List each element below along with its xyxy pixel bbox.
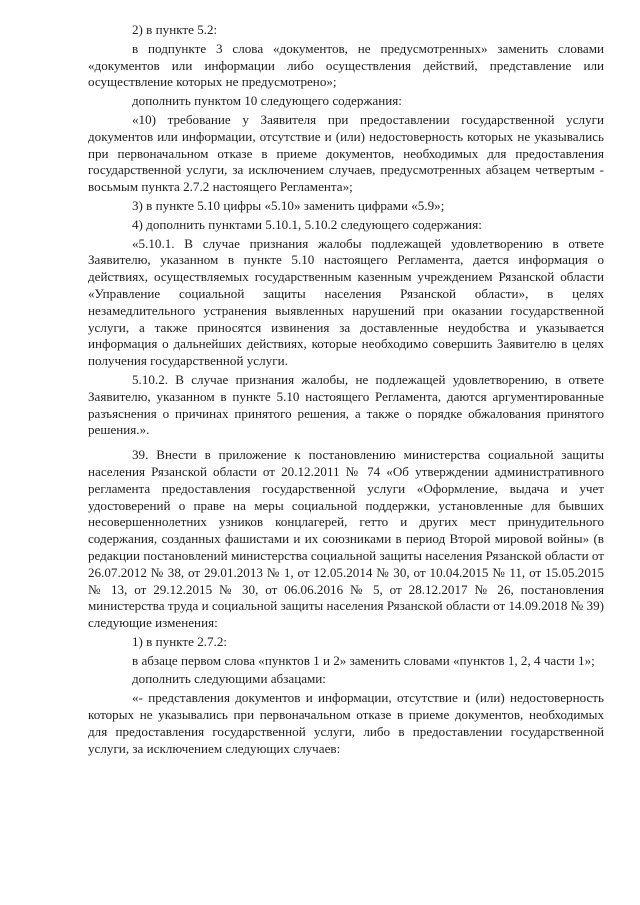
paragraph-5-10-1: «5.10.1. В случае признания жалобы подлежащей удовлетворению в ответе Заявителю, указанном в пункте 5.10 настоящего Регламента, дается информация о действиях, осуществляемых государственным казенным учреждением Рязанской области «Управление социальной защиты населения Рязанской области», в целях незамедлительного устранения выявленных нарушений при оказании государственной услуги, а также приносятся извинения за доставленные неудобства и указывается информация о дальнейших действиях, которые необходимо совершить Заявителю в целях получения государственной услуги. [88,235,604,369]
paragraph-section-39: 39. Внести в приложение к постановлению министерства социальной защиты населения Рязанской области от 20.12.2011 № 74 «Об утверждении административного регламента предоставления государственной услуги «Оформление, выдача и учет удостоверений о праве на меры социальной поддержки, установленные для бывших несовершеннолетних узников концлагерей, гетто и других мест принудительного содержания, созданных фашистами и их союзниками в период Второй мировой войны» (в редакции постановлений министерства социальной защиты населения Рязанской области от 26.07.2012 № 38, от 29.01.2013 № 1, от 12.05.2014 № 30, от 10.04.2015 № 11, от 15.05.2015 № 13, от 29.12.2015 № 30, от 06.06.2016 № 5, от 28.12.2017 № 26, постановления министерства труда и социальной защиты населения Рязанской области от 14.09.2018 № 39) следующие изменения: [88,447,604,631]
paragraph-documents-info: «- представления документов и информации, отсутствие и (или) недостоверность которых не указывались при первоначальном отказе в приеме документов, необходимых для предоставления государственной услуги, либо в предоставлении государственной услуги, за исключением следующих случаев: [88,690,604,756]
paragraph-5-10-2: 5.10.2. В случае признания жалобы, не подлежащей удовлетворению, в ответе Заявителю, указанном в пункте 5.10 настоящего Регламента, даются аргументированные разъяснения о причинах принятого решения, а также о порядке обжалования принятого решения.». [88,371,604,438]
paragraph-item-3: 3) в пункте 5.10 цифры «5.10» заменить цифрами «5.9»; [132,197,445,213]
paragraph-add-abzacs: дополнить следующими абзацами: [132,671,326,687]
paragraph-subitem-3: в подпункте 3 слова «документов, не предусмотренных» заменить словами «документов или информации либо осуществления действий, представление или осуществление которых не предусмотрено»; [88,40,604,90]
paragraph-first-abzac: в абзаце первом слова «пунктов 1 и 2» заменить словами «пунктов 1, 2, 4 части 1»; [132,652,595,668]
paragraph-item-2: 2) в пункте 5.2: [132,22,218,37]
paragraph-point-2-7-2: 1) в пункте 2.7.2: [132,633,228,649]
paragraph-item-4: 4) дополнить пунктами 5.10.1, 5.10.2 следующего содержания: [132,216,482,232]
paragraph-add-item-10: дополнить пунктом 10 следующего содержания: [132,93,402,109]
paragraph-item-10-text: «10) требование у Заявителя при предоставлении государственной услуги документов или информации, отсутствие и (или) недостоверность которых не указывались при первоначальном отказе в приеме документов, необходимых для предоставления государственной услуги, за исключением случаев, предусмотренных абзацем четвертым - восьмым пункта 2.7.2 настоящего Регламента»; [88,111,604,195]
